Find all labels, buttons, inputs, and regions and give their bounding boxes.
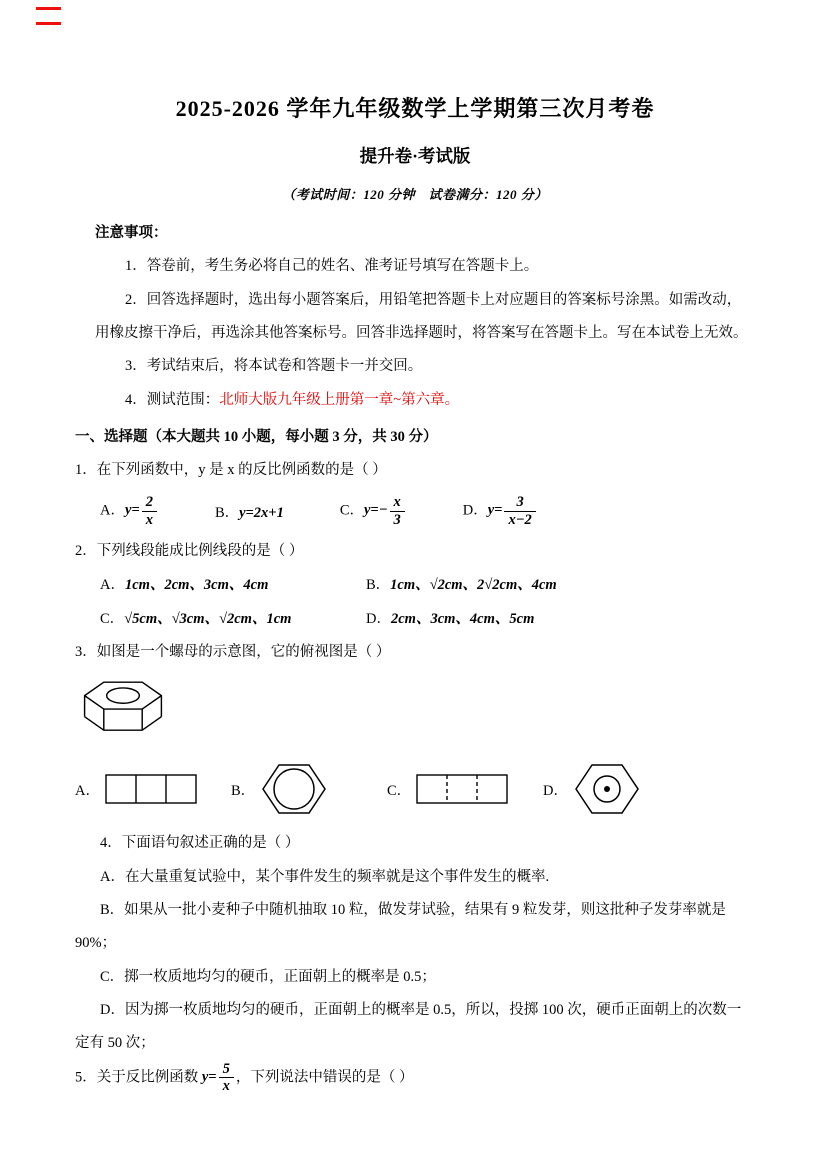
option-a-values: 1cm、2cm、3cm、4cm bbox=[124, 576, 269, 593]
option-c-label: C． bbox=[339, 502, 364, 519]
question-4-option-d: D．因为掷一枚质地均匀的硬币，正面朝上的概率是 0.5，所以，投掷 100 次，硬币正面朝上的次数一定有 50 次； bbox=[75, 1002, 742, 1052]
formula-prefix: y= bbox=[487, 502, 503, 519]
option-a-rect-figure bbox=[105, 774, 197, 804]
notice-item-2: 2．回答选择题时，选出每小题答案后，用铅笔把答题卡上对应题目的答案标号涂黑。如需改动，用橡皮擦干净后，再选涂其他答案标号。回答非选择题时，将答案写在答题卡上。写在本试卷上无效。 bbox=[95, 291, 748, 342]
question-3-option-c bbox=[387, 774, 533, 804]
fraction bbox=[504, 494, 535, 528]
option-a-label: A． bbox=[100, 502, 125, 519]
option-c-label: C． bbox=[100, 610, 125, 627]
exam-info: （考试时间：120 分钟 试卷满分：120 分） bbox=[282, 187, 548, 202]
question-5 bbox=[75, 1061, 755, 1095]
stem-formula bbox=[201, 1060, 236, 1095]
fraction bbox=[390, 494, 405, 528]
question-3-options bbox=[75, 761, 755, 817]
question-3 bbox=[75, 636, 755, 818]
question-4-stem: 4．下面语句叙述正确的是（ ） bbox=[100, 835, 300, 852]
question-1-option-d bbox=[463, 494, 538, 528]
notice-item-4 bbox=[95, 384, 755, 417]
question-1-stem: 1．在下列函数中，y 是 x 的反比例函数的是（ ） bbox=[75, 462, 387, 479]
fraction bbox=[142, 494, 157, 528]
nut-3d-figure bbox=[75, 672, 755, 753]
option-c-formula bbox=[364, 493, 407, 528]
formula-prefix: y= bbox=[201, 1069, 217, 1086]
fraction-denominator: x bbox=[219, 1077, 234, 1095]
fraction-denominator: x−2 bbox=[504, 511, 535, 529]
option-a-label: A． bbox=[100, 576, 125, 593]
option-b-hexagon-circle-figure bbox=[260, 761, 328, 817]
option-d-label: D． bbox=[543, 782, 568, 799]
question-1-option-b bbox=[215, 501, 284, 522]
option-b-values: 1cm、√2cm、2√2cm、4cm bbox=[390, 576, 557, 593]
option-d-values: 2cm、3cm、4cm、5cm bbox=[390, 610, 535, 627]
option-b-formula: y=2x+1 bbox=[239, 504, 284, 521]
fraction-numerator: 3 bbox=[516, 493, 524, 510]
question-3-stem: 3．如图是一个螺母的示意图，它的俯视图是（ ） bbox=[75, 643, 391, 660]
registration-corner-mark bbox=[36, 7, 61, 25]
question-2-option-c bbox=[100, 602, 366, 636]
fraction-numerator: x bbox=[393, 493, 401, 510]
question-2 bbox=[75, 535, 755, 636]
question-4-option-c: C．掷一枚质地均匀的硬币，正面朝上的概率是 0.5； bbox=[100, 968, 436, 985]
question-2-options bbox=[100, 568, 755, 636]
question-4-option-b: B．如果从一批小麦种子中随机抽取 10 粒，做发芽试验，结果有 9 粒发芽，则这批种子发芽率就是 90%； bbox=[75, 902, 726, 952]
option-c-rect-dashed-figure bbox=[416, 774, 508, 804]
question-1-option-c bbox=[340, 494, 407, 528]
notice-section bbox=[95, 217, 755, 417]
notice-item-4-scope: 北师大版九年级上册第一章~第六章。 bbox=[219, 391, 460, 408]
question-4-option-a: A．在大量重复试验中，某个事件发生的频率就是这个事件发生的概率. bbox=[100, 868, 550, 885]
fraction-denominator: 3 bbox=[390, 511, 405, 529]
question-1 bbox=[75, 454, 755, 535]
option-b-label: B． bbox=[231, 782, 256, 799]
option-d-label: D． bbox=[366, 610, 391, 627]
formula-prefix: y=− bbox=[364, 502, 388, 519]
notice-item-4-prefix: 4．测试范围： bbox=[125, 391, 220, 408]
notice-item-3: 3．考试结束后，将本试卷和答题卡一并交回。 bbox=[125, 358, 423, 375]
question-2-stem: 2．下列线段能成比例线段的是（ ） bbox=[75, 543, 304, 560]
question-1-option-a bbox=[100, 494, 159, 528]
exam-subtitle: 提升卷·考试版 bbox=[359, 146, 471, 166]
formula-prefix: y= bbox=[124, 502, 140, 519]
question-5-stem bbox=[75, 1061, 755, 1095]
option-b-label: B． bbox=[366, 576, 391, 593]
option-d-label: D． bbox=[462, 502, 488, 519]
section-1-heading: 一、选择题（本大题共 10 小题，每小题 3 分，共 30 分） bbox=[75, 429, 438, 446]
question-3-option-a bbox=[75, 774, 221, 804]
question-2-option-d bbox=[366, 602, 755, 636]
option-b-label: B． bbox=[214, 504, 240, 521]
option-d-hexagon-dot-figure bbox=[573, 761, 641, 817]
stem-prefix: 5．关于反比例函数 bbox=[75, 1069, 202, 1086]
option-c-label: C． bbox=[387, 782, 412, 799]
fraction-numerator: 5 bbox=[222, 1060, 230, 1077]
question-1-options bbox=[100, 487, 755, 535]
question-2-option-b bbox=[366, 568, 755, 602]
option-d-formula bbox=[487, 493, 538, 528]
question-3-option-b bbox=[231, 761, 377, 817]
option-c-values: √5cm、√3cm、√2cm、1cm bbox=[124, 610, 292, 627]
fraction-numerator: 2 bbox=[145, 493, 153, 510]
question-3-option-d bbox=[543, 761, 641, 817]
question-2-option-a bbox=[100, 568, 366, 602]
page-title: 2025-2026 学年九年级数学上学期第三次月考卷 bbox=[175, 96, 655, 121]
notice-heading: 注意事项： bbox=[95, 225, 168, 241]
notice-item-1: 1．答卷前，考生务必将自己的姓名、准考证号填写在答题卡上。 bbox=[125, 258, 539, 275]
option-a-label: A． bbox=[75, 782, 100, 799]
fraction bbox=[219, 1061, 234, 1095]
fraction-denominator: x bbox=[142, 511, 157, 529]
stem-suffix: ，下列说法中错误的是（ ） bbox=[235, 1069, 414, 1086]
hex-nut-illustration bbox=[75, 672, 171, 748]
option-a-formula bbox=[124, 493, 159, 528]
question-4 bbox=[75, 827, 755, 1060]
